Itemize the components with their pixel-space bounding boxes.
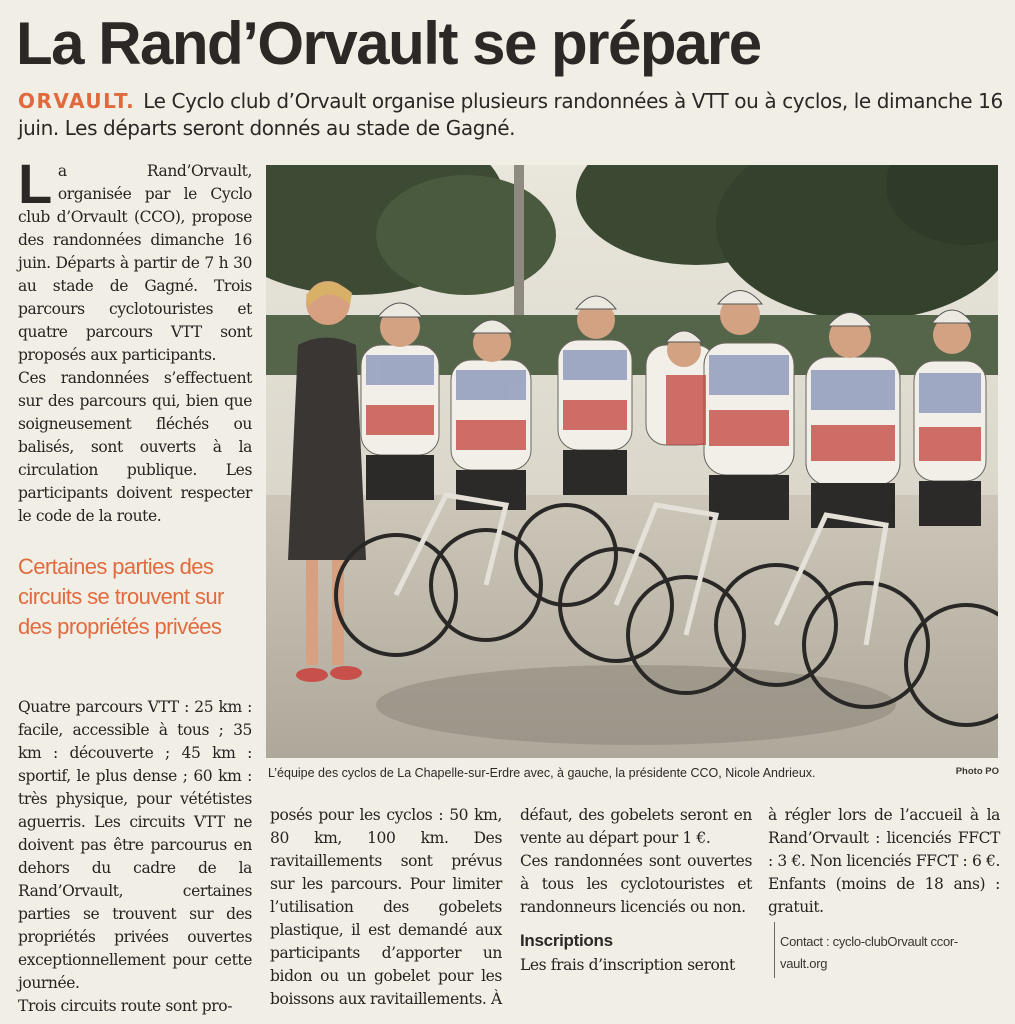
fees-paragraph-start: Les frais d’inscription seront (520, 956, 735, 974)
contact-info: Contact : cyclo-clubOrvault ccorvault.org (780, 934, 959, 971)
location-kicker: ORVAULT. (18, 89, 136, 113)
road-routes-paragraph: posés pour les cyclos : 50 km, 80 km, 100 km. Des ravitaillements sont prévus sur les parcours. Pour limiter l’utilisation des gobelets plastique, il est demandé aux participants d’apporter un bidon ou un gobelet pour les boissons aux ravitaillements. À (270, 806, 502, 1008)
photo-credit: Photo PO (955, 766, 999, 777)
article-column-5 (768, 804, 1000, 919)
headline: La Rand’Orvault se prépare (16, 10, 761, 77)
contact-divider (774, 922, 775, 978)
cups-paragraph: défaut, des gobelets seront en vente au départ pour 1 €. (520, 806, 752, 847)
article-column-1 (18, 152, 252, 528)
drop-cap: L (18, 152, 52, 215)
intro-paragraph: a Rand’Orvault, organisée par le Cyclo club d’Orvault (CCO), propose des randonnées dimanche 16 juin. Départs à partir de 7 h 30 au stade de Gagné. Trois parcours cyclotouristes et quatre parcours VTT sont proposés aux participants. (18, 162, 252, 364)
intertitle-private-land: Certaines parties des circuits se trouvent sur des propriétés privées (18, 554, 224, 639)
fees-paragraph: à régler lors de l’accueil à la Rand’Orvault : licenciés FFCT : 3 €. Non licenciés FFCT : 6 €. Enfants (moins de 18 ans) : gratuit. (768, 806, 1000, 916)
photo-caption: L’équipe des cyclos de La Chapelle-sur-Erdre avec, à gauche, la présidente CCO, Nicole Andrieux. (268, 766, 816, 780)
team-photo-illustration (266, 165, 998, 758)
team-photo (266, 165, 998, 758)
open-to-all-paragraph: Ces randonnées sont ouvertes à tous les cyclotouristes et randonneurs licenciés ou non. (520, 852, 752, 916)
safety-paragraph: Ces randonnées s’effectuent sur des parcours qui, bien que soigneusement fléchés ou balisés, sont ouverts à la circulation publique. Les participants doivent respecter le code de la route. (18, 369, 252, 525)
vtt-routes-paragraph: Quatre parcours VTT : 25 km : facile, accessible à tous ; 35 km : découverte ; 45 km : sportif, le plus dense ; 60 km : très physique, pour vététistes aguerris. Les circuits VTT ne doivent pas être parcourus en dehors du cadre de la Rand’Orvault, certaines parties se trouvent sur des propriétés privées ouvertes exceptionnellement pour cette journée. (18, 698, 252, 992)
lead-text: Le Cyclo club d’Orvault organise plusieurs randonnées à VTT ou à cyclos, le dimanche 16 juin. Les départs seront donnés au stade de Gagné. (18, 89, 1003, 140)
road-routes-paragraph-start: Trois circuits route sont pro- (18, 997, 233, 1015)
article-column-2 (18, 696, 252, 1018)
article-column-4 (520, 804, 752, 977)
intertitle-inscriptions: Inscriptions (520, 931, 613, 950)
article-column-3 (270, 804, 502, 1011)
article-lead (18, 88, 1003, 142)
